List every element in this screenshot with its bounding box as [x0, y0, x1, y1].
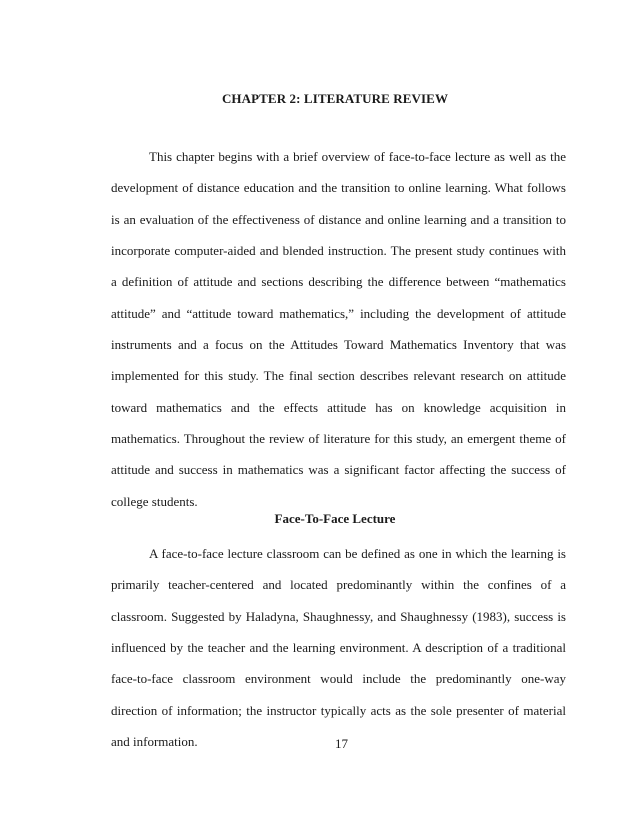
chapter-title: CHAPTER 2: LITERATURE REVIEW: [221, 91, 449, 106]
section-heading: Face-To-Face Lecture: [274, 511, 396, 526]
page-number: 17: [335, 736, 348, 751]
intro-paragraph: This chapter begins with a brief overview of face-to-face lecture as well as the development of distance education and the transition to online learning. What follows is an evaluation of the effectiveness of distance and online learning and a transition to incorporate computer-aided and blended instruction. The present study continues with a definition of attitude and sections describing the difference between “mathematics attitude” and “attitude toward mathematics,” including the development of attitude instruments and a focus on the Attitudes Toward Mathematics Inventory that was implemented for this study. The final section describes relevant research on attitude toward mathematics and the effects attitude has on knowledge acquisition in mathematics. Throughout the review of literature for this study, an emergent theme of attitude and success in mathematics was a significant factor affecting the success of college students.: [111, 149, 566, 509]
section-paragraph: A face-to-face lecture classroom can be defined as one in which the learning is primarily teacher-centered and located predominantly within the confines of a classroom. Suggested by Haladyna, Shaughnessy, and Shaughnessy (1983), success is influenced by the teacher and the learning environment. A description of a traditional face-to-face classroom environment would include the predominantly one-way direction of information; the instructor typically acts as the sole presenter of material and information.: [111, 546, 566, 750]
